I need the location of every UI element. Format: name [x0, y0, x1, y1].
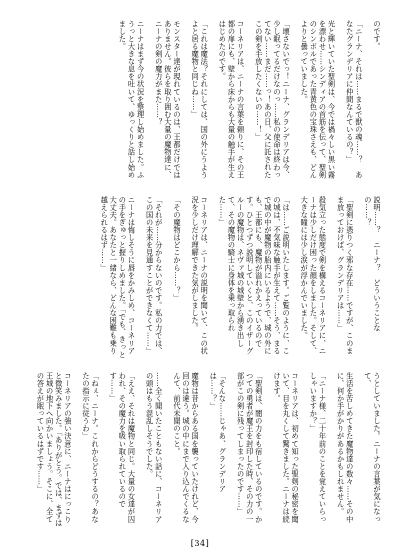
text-tier-middle — [22, 196, 382, 362]
body-text-block: 説明……？ ニーナ？ どういうことなの……？ 「聖剣に憑りつく邪な存在……ですが、このまま放っておけば、グランデリアは……」 殺気立った態度で剣を構えるコーネリアに、ニーナは少しだけ困った顔をしました。そして、大きな瞳には少し涙が浮かんでいました。 「は……ご説明いたします。ご覧のように、この城は、不気味な触手が生えて……そう、まるで城の中が魔物の胎内にいるようで、城の外にも、王都にも、魔物が溢れかえっているのです。ひとつずつ説明していくと、このイザーグルーの魔物は、ネヴァ城の城壁から湧き出して、その魔物の騎士に身体を乗っ取られた……」 コーネリアは、ニーナの説明を聞いて、この状況を少しだけ理解できた気がしました。 「その魔物はどこから……？」 「それが……分からないのです。私の力では、この国の未来を見通すことができなくて……」 ニーナは悔しそうに唇をかみしめ、コーネリアの手をぎゅっと握りしめました。「でも、きっと大丈夫。あなたと一緒なら、どんな困難も乗り越えられるはず……」 — [100, 196, 382, 359]
text-tier-top — [22, 20, 382, 186]
text-tier-bottom — [22, 372, 382, 530]
page-number: [34] — [190, 539, 210, 548]
body-text-block: のです。 「ニーナ、それは……まるで獣の魂……？ あなたグランデリアに仲間なんているの？」 光と輝いていた聖剣は、今では禍々しい黒い霧を漂わせ……シンディアの首筋を伝って、聖剣のシンボルであった青黄色の宝珠さえも、どんよりと曇っていました。 「壊さないでっ！ニーナ、グランデリアは今、少し眠ってるだけなのっ……私の使命は終わってない……まだ……っ！あの日、父に託されたこの剣を手放したくないの……！」 コーネリアは、ニーナの言葉を頼りに、その王都の扉にも、壁から床からも大量の触手が生えはじめたのです。 「これは魔法？それにしては、国の外にうようよと居る魔物と同じね……」 モンスター達が現れているのは、王都だけではありません。彼らを取り囲む大量の魔物達に、ニーナの剣の魔力がまた……？ ニーナはまず今の状況を整理し始めました。ふうっと大きな息を吐いて、ゆっくりと話し始めました。 — [118, 20, 382, 179]
body-text-block: うとしていました。ニーナの言葉が気になって、 生活を苦しめてきた魔物達の数々……その中に、何か手がかりがあるかもしれません。 「ニーナ様、二十年前のことを覚えていらっしゃいますか？」 コーネリアは、初めて知った聖剣の秘密を聞いて、目を丸くして驚きました。ニーナは続けます。 「聖剣は、闇の力をも宿しているのです。かつての勇者が魔王を封印した時、その力の一部がこの剣に残ってしまったのです……」 「そんな……じゃあ、グランデリアは……？」 魔物は昔からある国を襲っていたけれど、今回のは違う。城の中にまで入り込んでくるなんて、前代未聞のこと。 ……全く聞いたこともない話に、コーネリアの頭はもう混乱しそうでした。 「ええ、それは魔物と同じ。大量の女達が囚われ、その魔力を吸い取られているのです……」 「ねぇ、ニーナ。これからどうするの？あなたの指示に従うわ」 コーネリアの強い決意に、ニーナはにっこりと微笑みました。「ありがとう。では、まずは王城の地下へ向かいましょう。そこに、全ての答えが眠っているはずです……」 — [36, 372, 382, 527]
